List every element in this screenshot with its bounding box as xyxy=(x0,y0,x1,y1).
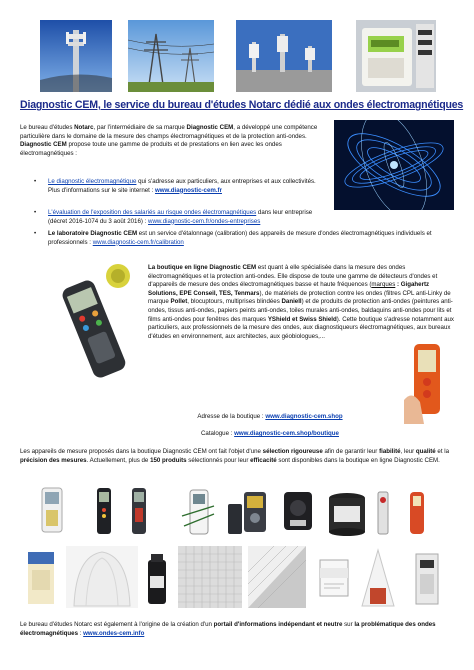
bullet-text: qui s'adresse aux particuliers, aux entreprises et aux collectivités. Plus d'informations sur le site internet : xyxy=(48,178,316,194)
footer-bold: portail d'informations indépendant et neutre xyxy=(213,621,343,628)
product-photo xyxy=(408,548,446,608)
selection-bold: efficacité xyxy=(250,456,277,464)
selection-bold: fiabilité xyxy=(379,448,401,455)
brand-name: Diagnostic CEM xyxy=(20,141,67,149)
product-photo xyxy=(248,546,306,608)
product-photo xyxy=(124,484,154,536)
intro-text: , a développé une compétence particulière dans le domaine de la mesure des champs électromagnétiques et de la protection anti-ondes. xyxy=(20,124,318,140)
photo-em-meter xyxy=(48,262,132,382)
boutique-text: est quant à elle spécialisée dans la mesure des ondes électromagnétiques et la protection anti-ondes. Elle dispose de toute une gamme de détecteurs d'ondes et d'appareils de mesure des ondes électromagnétiques basse et haute fréquences ( xyxy=(148,264,438,289)
brand-pollet: Pollet xyxy=(170,298,188,306)
product-photo xyxy=(224,486,268,536)
catalogue-label: Catalogue : xyxy=(201,430,235,437)
intro-paragraph xyxy=(20,124,322,158)
ondes-entreprises-link[interactable]: www.diagnostic-cem.fr/ondes-entreprises xyxy=(148,217,261,225)
selection-text: . Actuellement, plus de xyxy=(86,456,151,464)
selection-text: sont disponibles dans la boutique en ligne Diagnostic CEM. xyxy=(276,456,440,464)
boutique-text: ). Cette boutique s'adresse notamment aux particuliers, aux professionnels de la mesure des ondes, aux diagnostiqueurs électromagnétiques, aux bureaux d'études en environnement, aux architectes, aux géobiologues,... xyxy=(148,315,454,340)
boutique-lead: La boutique en ligne Diagnostic CEM xyxy=(148,264,257,271)
diagnostic-cem-link[interactable]: www.diagnostic-cem.fr xyxy=(154,186,222,194)
boutique-catalogue xyxy=(140,430,400,439)
bullet-item xyxy=(34,209,324,227)
calibration-link[interactable]: www.diagnostic-cem.fr/calibration xyxy=(92,238,184,246)
boutique-text: ), de matériels de protection contre les ondes (filtres CPL anti-Linky de marque xyxy=(148,289,451,306)
intro-text: propose toute une gamme de produits et de prestations en lien avec les ondes électromagnétiques : xyxy=(20,141,282,157)
boutique-link[interactable]: www.diagnostic-cem.shop xyxy=(265,413,343,420)
bullet-lead-link[interactable]: Le diagnostic électromagnétique xyxy=(48,178,137,185)
selection-text: Les appareils de mesure proposés dans la boutique Diagnostic CEM ont fait l'objet d'une xyxy=(20,448,263,455)
footer-text: : xyxy=(78,629,84,637)
selection-text: , leur xyxy=(400,448,416,455)
product-photo xyxy=(374,486,392,536)
bullet-lead: Le laboratoire Diagnostic CEM xyxy=(48,230,138,237)
product-photo xyxy=(178,486,218,536)
product-photo xyxy=(66,546,138,608)
product-photo xyxy=(142,550,172,608)
selection-bold: précision des mesures xyxy=(20,456,87,464)
product-photo xyxy=(178,546,242,608)
bullet-item xyxy=(34,230,452,248)
selection-bold: sélection rigoureuse xyxy=(262,448,323,455)
bullet-text: dans leur entreprise (décret 2016-1074 du 3 août 2016) : xyxy=(48,209,313,225)
bullet-dot-icon: • xyxy=(34,178,37,185)
photo-cell-tower xyxy=(40,20,112,92)
brand-yshield: YShield et Swiss Shield xyxy=(267,315,337,323)
catalogue-link[interactable]: www.diagnostic-cem.shop/boutique xyxy=(234,430,339,437)
product-photo xyxy=(88,484,120,536)
intro-text: Le bureau d'études xyxy=(20,124,75,131)
product-photo xyxy=(326,486,368,536)
photo-electromagnetic-field xyxy=(334,120,454,210)
photo-electric-meter xyxy=(356,20,436,92)
selection-bold: qualité xyxy=(415,448,436,455)
product-photo xyxy=(22,546,60,608)
product-photo xyxy=(280,486,316,536)
bullet-lead-link[interactable]: L'évaluation de l'exposition des salariés au risque ondes électromagnétiques xyxy=(48,209,257,216)
bullet-text: est un service d'étalonnage (calibration) des appareils de mesure d'ondes électromagnétiques individuels et professionnels : xyxy=(48,230,432,246)
page-title: Diagnostic CEM, le service du bureau d'études Notarc dédié aux ondes électromagnétiques xyxy=(20,99,464,111)
product-photo xyxy=(404,486,430,536)
boutique-paragraph xyxy=(148,264,454,341)
selection-text: et la xyxy=(435,448,450,455)
photo-hand-meter xyxy=(398,340,454,428)
selection-text: sélectionnés pour leur xyxy=(186,456,251,464)
brand-name: Diagnostic CEM xyxy=(186,124,234,131)
selection-paragraph xyxy=(20,448,454,465)
footer-text: sur xyxy=(342,621,355,628)
product-photo xyxy=(34,484,70,536)
intro-text: , par l'intermédiaire de sa marque xyxy=(93,124,187,131)
marques-label: marques xyxy=(371,281,396,289)
boutique-text: , blocuptours, multiprises blindées xyxy=(187,298,282,306)
boutique-address xyxy=(140,413,400,422)
footer-paragraph xyxy=(20,621,454,638)
bullet-dot-icon: • xyxy=(34,230,37,237)
notarc-name: Notarc xyxy=(74,124,94,131)
address-label: Adresse de la boutique : xyxy=(197,413,266,420)
boutique-text: ) et de produits de protection anti-ondes (peintures anti-ondes, tissus anti-ondes, papiers peints anti-ondes, toiles murales anti-ondes, baldaquins anti-ondes pour lits et films anti-ondes pour fenêtres des marques xyxy=(148,298,453,323)
marques-list: : Gigahertz Solutions, EPE Conseil, TES, Tenmars xyxy=(148,281,430,297)
footer-bold: la problématique des ondes électromagnétiques xyxy=(20,621,436,637)
selection-text: afin de garantir leur xyxy=(322,448,380,455)
photo-power-pylons xyxy=(128,20,214,92)
product-photo xyxy=(356,548,400,608)
footer-text: Le bureau d'études Notarc est également à l'origine de la création d'un xyxy=(20,621,214,628)
selection-bold: 150 produits xyxy=(150,456,187,464)
product-photo xyxy=(316,554,352,600)
brand-daniell: Daniell xyxy=(281,298,302,306)
bullet-dot-icon: • xyxy=(34,209,37,216)
photo-rooftop-antennas xyxy=(236,20,332,92)
ondes-cem-link[interactable]: www.ondes-cem.info xyxy=(83,629,145,637)
bullet-item xyxy=(34,178,324,204)
